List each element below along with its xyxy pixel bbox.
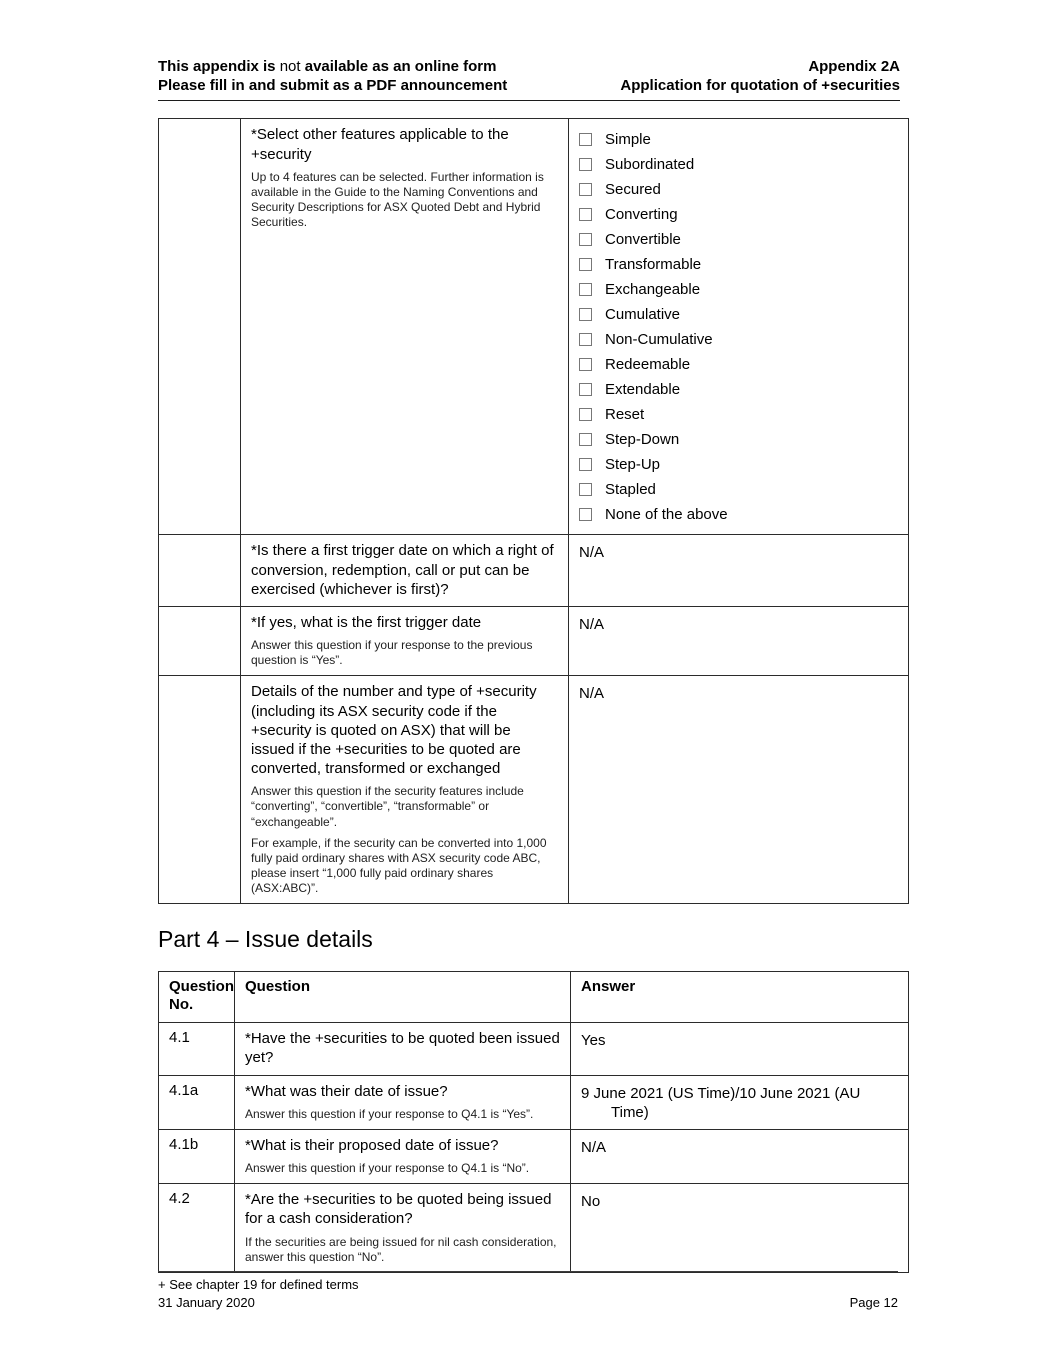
appendix-title: Application for quotation of +securities bbox=[620, 77, 900, 95]
checkbox-option bbox=[579, 202, 898, 227]
question-note: For example, if the security can be converted into 1,000 fully paid ordinary shares with ASX security code ABC, please insert “1,000 fully paid ordinary shares (ASX:ABC)”. bbox=[251, 835, 547, 895]
checkbox-label: Secured bbox=[605, 181, 661, 199]
checkbox-step-down[interactable] bbox=[579, 433, 592, 446]
question-cell bbox=[241, 676, 569, 904]
question-no-cell: 4.2 bbox=[159, 1184, 235, 1273]
question-no-cell bbox=[159, 606, 241, 675]
column-header-question: Question bbox=[235, 971, 571, 1023]
question-cell bbox=[235, 1184, 571, 1273]
checkbox-option bbox=[579, 127, 898, 152]
question-cell bbox=[235, 1023, 571, 1075]
checkbox-label: Non-Cumulative bbox=[605, 331, 713, 349]
header-note-line1 bbox=[158, 57, 507, 76]
question-no-cell: 4.1a bbox=[159, 1075, 235, 1129]
checkbox-option bbox=[579, 427, 898, 452]
checkbox-stapled[interactable] bbox=[579, 483, 592, 496]
part4-heading: Part 4 – Issue details bbox=[158, 926, 373, 953]
checkbox-label: Step-Up bbox=[605, 456, 661, 474]
feature-checkbox-list bbox=[579, 125, 898, 527]
answer-cell bbox=[571, 1129, 909, 1183]
answer-cell bbox=[571, 1184, 909, 1273]
table-row bbox=[159, 676, 909, 904]
table-header-row bbox=[159, 971, 909, 1023]
question-cell bbox=[235, 1129, 571, 1183]
checkbox-option bbox=[579, 252, 898, 277]
answer-text: No bbox=[581, 1193, 601, 1211]
answer-text: N/A bbox=[579, 615, 605, 633]
question-text: *Have the +securities to be quoted been issued yet? bbox=[245, 1030, 560, 1067]
footer-date: 31 January 2020 bbox=[158, 1294, 255, 1310]
checkbox-label: Redeemable bbox=[605, 356, 691, 374]
issue-details-table bbox=[158, 971, 909, 1273]
header-note-bold2: available as an online form bbox=[300, 58, 497, 75]
table-row bbox=[159, 535, 909, 607]
question-no-cell: 4.1 bbox=[159, 1023, 235, 1075]
question-note: Answer this question if the security features include “converting”, “convertible”, “transformable” or “exchangeable”. bbox=[251, 784, 524, 829]
checkbox-label: Exchangeable bbox=[605, 281, 701, 299]
header-title bbox=[620, 57, 900, 95]
answer-cell bbox=[571, 1023, 909, 1075]
question-cell bbox=[241, 535, 569, 607]
checkbox-reset[interactable] bbox=[579, 408, 592, 421]
question-text: *What is their proposed date of issue? bbox=[245, 1136, 499, 1154]
question-text: *Select other features applicable to the +security bbox=[251, 126, 509, 163]
question-text: *If yes, what is the first trigger date bbox=[251, 613, 482, 631]
checkbox-extendable[interactable] bbox=[579, 383, 592, 396]
checkbox-converting[interactable] bbox=[579, 208, 592, 221]
checkbox-label: Converting bbox=[605, 206, 678, 224]
page-content bbox=[158, 0, 908, 1273]
checkbox-transformable[interactable] bbox=[579, 258, 592, 271]
answer-text: N/A bbox=[579, 544, 605, 562]
question-text: *What was their date of issue? bbox=[245, 1082, 448, 1100]
checkbox-label: Reset bbox=[605, 406, 645, 424]
table-row bbox=[159, 1023, 909, 1075]
page-header bbox=[158, 0, 900, 101]
checkbox-option bbox=[579, 327, 898, 352]
checkbox-label: Simple bbox=[605, 131, 651, 149]
answer-text: 9 June 2021 (US Time)/10 June 2021 (AU Time) bbox=[581, 1084, 861, 1121]
header-note bbox=[158, 57, 507, 95]
appendix-number: Appendix 2A bbox=[808, 58, 900, 75]
features-table bbox=[158, 118, 909, 904]
header-note-not: not bbox=[279, 58, 301, 75]
checkbox-label: Convertible bbox=[605, 231, 681, 249]
question-no-cell bbox=[159, 119, 241, 535]
column-header-answer: Answer bbox=[571, 971, 909, 1023]
table-row bbox=[159, 119, 909, 535]
question-cell bbox=[241, 119, 569, 535]
table-row bbox=[159, 606, 909, 675]
checkbox-label: Stapled bbox=[605, 481, 656, 499]
question-note: Answer this question if your response to the previous question is “Yes”. bbox=[251, 638, 533, 668]
answer-cell bbox=[571, 1075, 909, 1129]
footer-notes bbox=[158, 1276, 359, 1312]
checkbox-option bbox=[579, 377, 898, 402]
table-row bbox=[159, 1129, 909, 1183]
question-no-cell bbox=[159, 676, 241, 904]
answer-text: N/A bbox=[581, 1138, 607, 1156]
checkbox-option bbox=[579, 402, 898, 427]
question-note: Up to 4 features can be selected. Further information is available in the Guide to the Naming Conventions and Security Descriptions for ASX Quoted Debt and Hybrid Securities. bbox=[251, 169, 544, 230]
checkbox-option bbox=[579, 502, 898, 527]
checkbox-exchangeable[interactable] bbox=[579, 283, 592, 296]
checkbox-none-of-the-above[interactable] bbox=[579, 508, 592, 521]
checkbox-label: Step-Down bbox=[605, 431, 680, 449]
question-text: Details of the number and type of +security (including its ASX security code if the +security is quoted on ASX) that will be issued if the +securities to be quoted are converted, transformed or exchanged bbox=[251, 683, 537, 778]
checkbox-label: Cumulative bbox=[605, 306, 681, 324]
checkbox-option bbox=[579, 152, 898, 177]
question-cell bbox=[235, 1075, 571, 1129]
header-note-bold1: This appendix is bbox=[158, 58, 280, 75]
footer-defined-terms-note: + See chapter 19 for defined terms bbox=[158, 1277, 359, 1292]
question-cell bbox=[241, 606, 569, 675]
answer-cell bbox=[569, 606, 909, 675]
answer-text: Yes bbox=[581, 1032, 606, 1050]
checkbox-label: None of the above bbox=[605, 506, 728, 524]
checkbox-label: Transformable bbox=[605, 256, 702, 274]
question-note: If the securities are being issued for nil cash consideration, answer this question “No”. bbox=[245, 1234, 557, 1264]
question-note: Answer this question if your response to Q4.1 is “Yes”. bbox=[245, 1106, 534, 1121]
checkbox-step-up[interactable] bbox=[579, 458, 592, 471]
question-no-cell bbox=[159, 535, 241, 607]
checkbox-label: Subordinated bbox=[605, 156, 695, 174]
checkbox-non-cumulative[interactable] bbox=[579, 333, 592, 346]
checkbox-option bbox=[579, 477, 898, 502]
checkbox-option bbox=[579, 227, 898, 252]
checkbox-subordinated[interactable] bbox=[579, 158, 592, 171]
checkbox-convertible[interactable] bbox=[579, 233, 592, 246]
checkbox-option bbox=[579, 452, 898, 477]
table-row bbox=[159, 1184, 909, 1273]
table-row bbox=[159, 1075, 909, 1129]
column-header-question-no: Question No. bbox=[159, 971, 235, 1023]
answer-cell bbox=[569, 119, 909, 535]
question-text: *Are the +securities to be quoted being issued for a cash consideration? bbox=[245, 1191, 552, 1228]
checkbox-option bbox=[579, 177, 898, 202]
answer-cell bbox=[569, 535, 909, 607]
header-note-line2: Please fill in and submit as a PDF announcement bbox=[158, 77, 508, 95]
checkbox-simple[interactable] bbox=[579, 133, 592, 146]
checkbox-cumulative[interactable] bbox=[579, 308, 592, 321]
page-footer bbox=[158, 1271, 898, 1312]
page-number: Page 12 bbox=[849, 1294, 898, 1310]
question-text: *Is there a first trigger date on which a right of conversion, redemption, call or put can be exercised (whichever is first)? bbox=[251, 542, 554, 598]
question-no-cell: 4.1b bbox=[159, 1129, 235, 1183]
answer-text: N/A bbox=[579, 685, 605, 703]
checkbox-secured[interactable] bbox=[579, 183, 592, 196]
checkbox-option bbox=[579, 277, 898, 302]
checkbox-option bbox=[579, 302, 898, 327]
checkbox-redeemable[interactable] bbox=[579, 358, 592, 371]
question-note: Answer this question if your response to Q4.1 is “No”. bbox=[245, 1161, 530, 1176]
checkbox-label: Extendable bbox=[605, 381, 681, 399]
checkbox-option bbox=[579, 352, 898, 377]
answer-cell bbox=[569, 676, 909, 904]
